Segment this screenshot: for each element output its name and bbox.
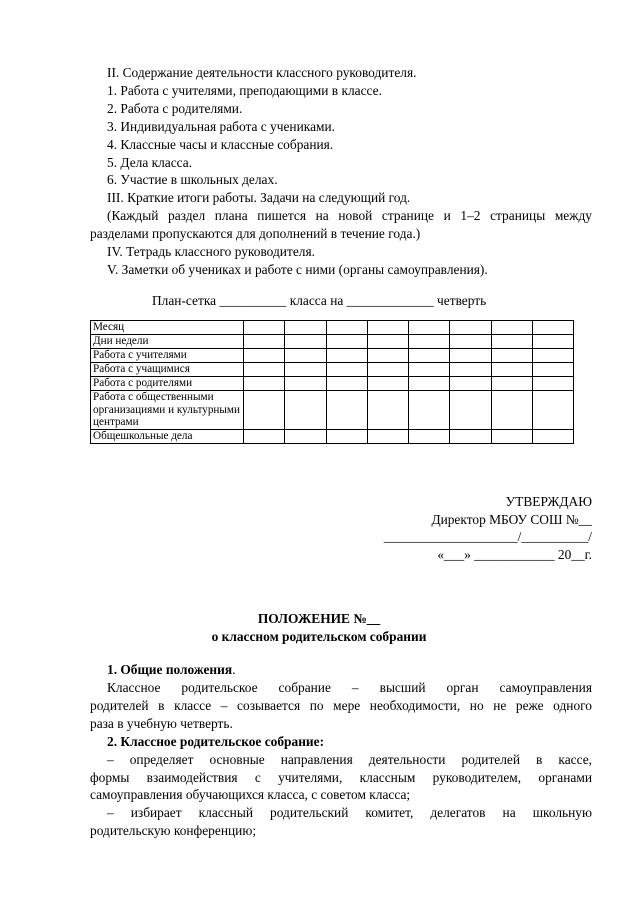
grid-cell <box>450 321 491 335</box>
plan-line: 4. Классные часы и классные собрания. <box>107 137 334 152</box>
approval-date: «___» ____________ 20__г. <box>437 547 592 562</box>
paragraph-line: родителей в классе – созывается по мере необходимости, но не реже одного <box>90 698 592 713</box>
grid-cell <box>532 335 573 349</box>
grid-cell <box>409 429 450 443</box>
approval-signature: ____________________/__________/ <box>383 529 592 544</box>
grid-cell <box>367 391 408 430</box>
table-row <box>91 429 574 443</box>
grid-cell <box>367 349 408 363</box>
grid-cell <box>326 349 367 363</box>
grid-cell <box>491 321 532 335</box>
grid-cell <box>367 335 408 349</box>
table-row <box>91 321 574 335</box>
grid-cell <box>409 363 450 377</box>
grid-cell <box>326 377 367 391</box>
grid-cell <box>244 391 285 430</box>
grid-cell <box>450 349 491 363</box>
grid-cell <box>450 335 491 349</box>
plan-note-line: разделами пропускаются для дополнений в течение года.) <box>90 226 421 241</box>
grid-cell <box>326 321 367 335</box>
table-row <box>91 377 574 391</box>
plan-line: 6. Участие в школьных делах. <box>107 172 278 187</box>
grid-cell <box>326 363 367 377</box>
grid-cell <box>532 349 573 363</box>
plan-line: II. Содержание деятельности классного руководителя. <box>107 65 417 80</box>
grid-cell <box>244 429 285 443</box>
list-item-line: формы взаимодействия с учителями, классным руководителем, органами <box>90 770 592 785</box>
list-item-line: – определяет основные направления деятельности родителей в кассе, <box>107 752 592 767</box>
grid-cell <box>285 321 326 335</box>
grid-cell <box>367 363 408 377</box>
plan-line: 1. Работа с учителями, преподающими в классе. <box>107 83 382 98</box>
grid-cell <box>285 377 326 391</box>
list-item-line: родительскую конференцию; <box>90 823 257 838</box>
plan-line: V. Заметки об учениках и работе с ними (органы самоуправления). <box>107 262 488 277</box>
grid-cell <box>409 321 450 335</box>
table-row <box>91 349 574 363</box>
table-row <box>91 363 574 377</box>
grid-cell <box>491 363 532 377</box>
grid-cell <box>532 321 573 335</box>
doc-subtitle: о классном родительском собрании <box>211 629 427 644</box>
grid-cell <box>367 377 408 391</box>
grid-cell <box>409 349 450 363</box>
grid-cell <box>285 349 326 363</box>
row-label: Дни недели <box>91 335 244 349</box>
grid-cell <box>326 391 367 430</box>
grid-cell <box>491 429 532 443</box>
section-heading: 2. Классное родительское собрание: <box>107 734 325 749</box>
grid-cell <box>450 377 491 391</box>
table-row <box>91 335 574 349</box>
doc-title: ПОЛОЖЕНИЕ №__ <box>257 611 381 626</box>
list-item-line: самоуправления обучающихся класса, с советом класса; <box>90 787 411 802</box>
grid-cell <box>244 349 285 363</box>
plan-line: IV. Тетрадь классного руководителя. <box>107 244 315 259</box>
approval-title: УТВЕРЖДАЮ <box>505 494 592 509</box>
grid-cell <box>532 377 573 391</box>
grid-cell <box>532 429 573 443</box>
grid-cell <box>409 391 450 430</box>
grid-cell <box>409 377 450 391</box>
paragraph-line: раза в учебную четверть. <box>90 716 233 731</box>
plan-grid-table <box>90 320 574 444</box>
row-label: Работа с учителями <box>91 349 244 363</box>
grid-cell <box>326 429 367 443</box>
grid-cell <box>285 335 326 349</box>
plan-line: III. Краткие итоги работы. Задачи на следующий год. <box>107 190 411 205</box>
grid-cell <box>450 363 491 377</box>
plan-line: 2. Работа с родителями. <box>107 101 243 116</box>
plan-line: 5. Дела класса. <box>107 155 193 170</box>
list-item-line: – избирает классный родительский комитет, делегатов на школьную <box>107 805 592 820</box>
grid-cell <box>532 363 573 377</box>
grid-cell <box>244 363 285 377</box>
grid-cell <box>491 377 532 391</box>
row-label: Работа с общественными организациями и культурными центрами <box>91 391 244 430</box>
grid-cell <box>532 391 573 430</box>
grid-cell <box>367 429 408 443</box>
grid-cell <box>285 391 326 430</box>
row-label: Работа с учащимися <box>91 363 244 377</box>
grid-cell <box>491 335 532 349</box>
grid-cell <box>244 377 285 391</box>
row-label: Работа с родителями <box>91 377 244 391</box>
plan-note-line: (Каждый раздел плана пишется на новой странице и 1–2 страницы между <box>107 208 592 223</box>
row-label: Месяц <box>91 321 244 335</box>
grid-cell <box>491 391 532 430</box>
paragraph-line: Классное родительское собрание – высший орган самоуправления <box>107 680 592 695</box>
grid-cell <box>409 335 450 349</box>
section-heading: 1. Общие положения. <box>107 662 236 677</box>
grid-cell <box>285 429 326 443</box>
grid-cell <box>326 335 367 349</box>
grid-cell <box>450 391 491 430</box>
grid-cell <box>491 349 532 363</box>
grid-cell <box>450 429 491 443</box>
table-row <box>91 391 574 430</box>
grid-cell <box>285 363 326 377</box>
grid-title: План-сетка __________ класса на _____________ четверть <box>152 293 487 308</box>
plan-line: 3. Индивидуальная работа с учениками. <box>107 119 336 134</box>
grid-cell <box>244 321 285 335</box>
grid-cell <box>244 335 285 349</box>
row-label: Общешкольные дела <box>91 429 244 443</box>
grid-cell <box>367 321 408 335</box>
approval-position: Директор МБОУ СОШ №__ <box>431 512 592 527</box>
